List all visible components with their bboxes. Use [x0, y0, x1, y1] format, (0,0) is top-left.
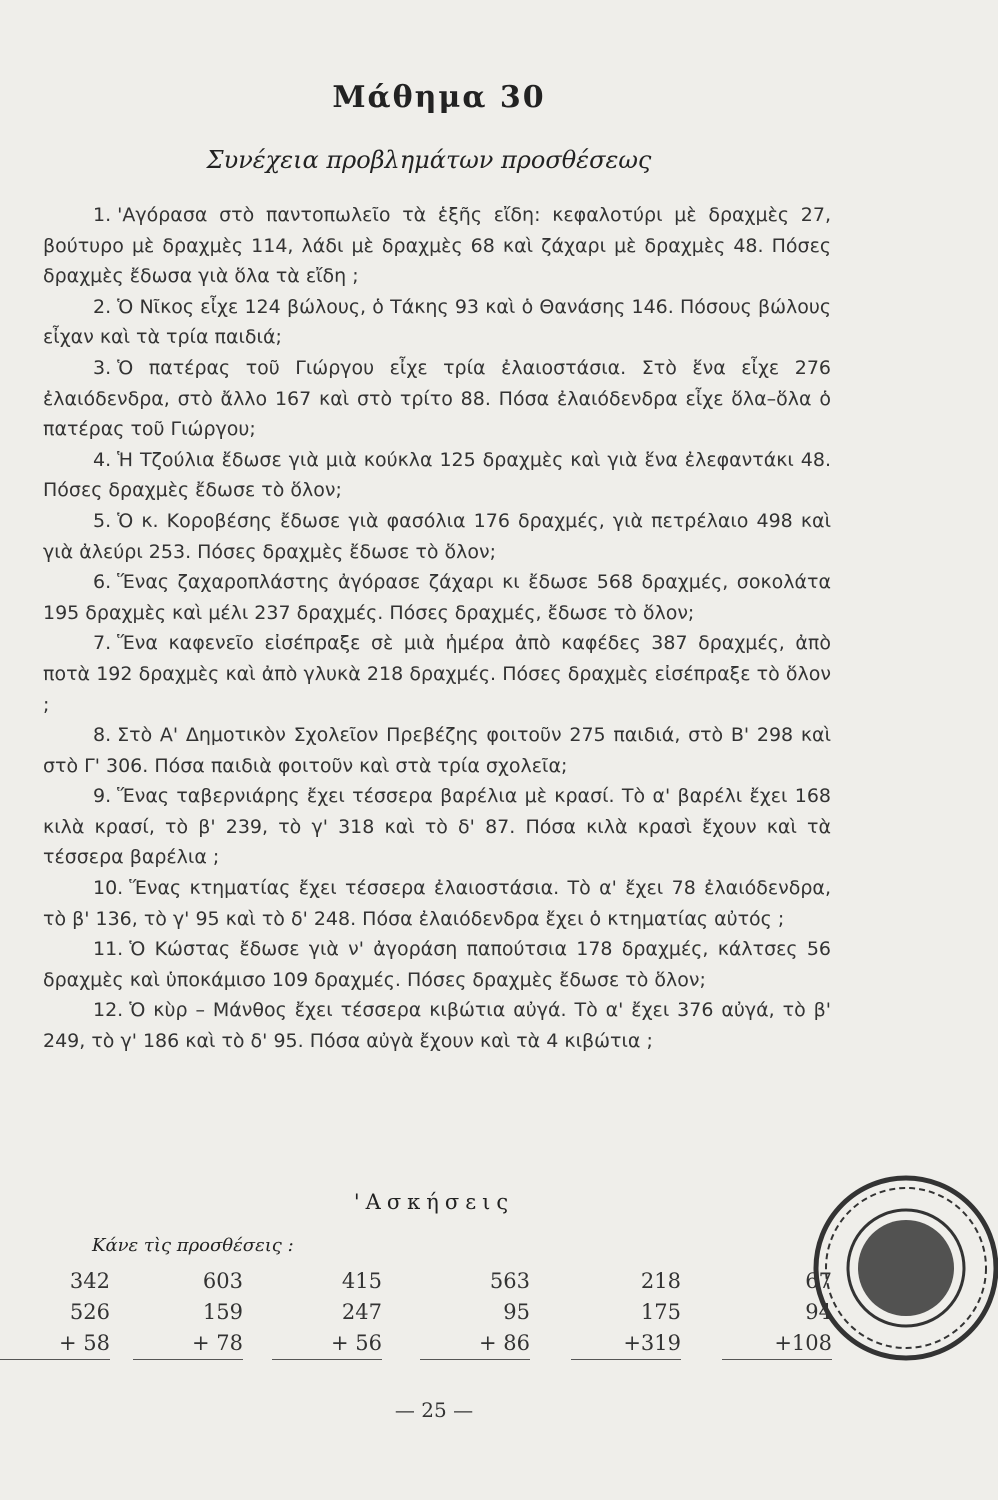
- addend: 526: [69, 1300, 110, 1324]
- problem-number: 4.: [93, 448, 112, 471]
- problem-number: 6.: [93, 571, 112, 594]
- addend: 218: [640, 1269, 681, 1293]
- page-number: — 25 —: [394, 1398, 474, 1422]
- stamp-emblem: [858, 1220, 954, 1316]
- problem-item: [43, 873, 831, 934]
- addend: 159: [202, 1300, 243, 1324]
- addend: 563: [489, 1269, 530, 1293]
- exercises-heading: 'Ασκήσεις: [353, 1190, 515, 1214]
- problem-item: [43, 995, 831, 1056]
- problem-item: [43, 353, 831, 445]
- addend: 342: [69, 1269, 110, 1293]
- addend: + 78: [133, 1328, 243, 1360]
- problem-item: [43, 445, 831, 506]
- problem-text: Ὁ κ. Κοροβέσης ἔδωσε γιὰ φασόλια 176 δραχμές, γιὰ πετρέλαιο 498 καὶ γιὰ ἀλεύρι 253. Πόσες δραχμὲς ἔδωσε τὸ ὅλον;: [43, 509, 831, 563]
- library-stamp: [806, 1168, 998, 1368]
- problem-text: Ἕνας ταβερνιάρης ἔχει τέσσερα βαρέλια μὲ κρασί. Τὸ α' βαρέλι ἔχει 168 κιλὰ κρασί, τὸ β' 239, τὸ γ' 318 καὶ τὸ δ' 87. Πόσα κιλὰ κρασὶ ἔχουν καὶ τὰ τέσσερα βαρέλια ;: [43, 785, 831, 869]
- problem-item: [43, 200, 831, 292]
- problem-text: Ὁ κὺρ – Μάνθος ἔχει τέσσερα κιβώτια αὐγά. Τὸ α' ἔχει 376 αὐγά, τὸ β' 249, τὸ γ' 186 καὶ τὸ δ' 95. Πόσα αὐγὰ ἔχουν καὶ τὰ 4 κιβώτια ;: [43, 999, 831, 1053]
- addend: 95: [503, 1300, 530, 1324]
- problem-list: [43, 200, 831, 1057]
- addend: 603: [202, 1269, 243, 1293]
- addend: 247: [341, 1300, 382, 1324]
- problem-text: Ὁ Νῖκος εἶχε 124 βώλους, ὁ Τάκης 93 καὶ ὁ Θανάσης 146. Πόσους βώλους εἶχαν καὶ τὰ τρία παιδιά;: [43, 295, 831, 349]
- addition-exercise: [420, 1266, 530, 1360]
- problem-number: 11.: [93, 938, 124, 961]
- addend: 94: [805, 1300, 832, 1324]
- problem-number: 7.: [93, 632, 112, 655]
- addend: 175: [640, 1300, 681, 1324]
- page-subtitle: Συνέχεια προβλημάτων προσθέσεως: [206, 146, 652, 174]
- problem-item: [43, 506, 831, 567]
- exercises-instruction: Κάνε τὶς προσθέσεις :: [92, 1235, 294, 1256]
- problem-item: [43, 567, 831, 628]
- problem-number: 12.: [93, 999, 124, 1022]
- problem-number: 5.: [93, 509, 112, 532]
- addend: + 86: [420, 1328, 530, 1360]
- problem-item: [43, 934, 831, 995]
- addend: 415: [341, 1269, 382, 1293]
- addend: +108: [722, 1328, 832, 1360]
- problem-number: 2.: [93, 295, 112, 318]
- addition-exercise: [272, 1266, 382, 1360]
- problem-number: 8.: [93, 724, 112, 747]
- addend: + 56: [272, 1328, 382, 1360]
- problem-item: [43, 781, 831, 873]
- problem-text: Ἡ Τζούλια ἔδωσε γιὰ μιὰ κούκλα 125 δραχμὲς καὶ γιὰ ἕνα ἐλεφαντάκι 48. Πόσες δραχμὲς ἔδωσε τὸ ὅλον;: [43, 448, 831, 502]
- problem-item: [43, 292, 831, 353]
- addition-exercise: [133, 1266, 243, 1360]
- problem-number: 1.: [93, 204, 112, 226]
- problem-number: 10.: [93, 877, 124, 900]
- problem-text: Ἕνας ζαχαροπλάστης ἀγόρασε ζάχαρι κι ἔδωσε 568 δραχμές, σοκολάτα 195 δραχμὲς καὶ μέλι 237 δραχμές. Πόσες δραχμές, ἔδωσε τὸ ὅλον;: [43, 571, 831, 624]
- addition-exercise: [571, 1266, 681, 1360]
- problem-number: 9.: [93, 785, 112, 808]
- problem-text: Στὸ Α' Δημοτικὸν Σχολεῖον Πρεβέζης φοιτοῦν 275 παιδιά, στὸ Β' 298 καὶ στὸ Γ' 306. Πόσα παιδιὰ φοιτοῦν καὶ στὰ τρία σχολεῖα;: [43, 724, 831, 777]
- problem-text: Ἕνα καφενεῖο εἰσέπραξε σὲ μιὰ ἡμέρα ἀπὸ καφέδες 387 δραχμές, ἀπὸ ποτὰ 192 δραχμὲς καὶ ἀπὸ γλυκὰ 218 δραχμές. Πόσες δραχμὲς εἰσέπραξε τὸ ὅλον ;: [43, 632, 831, 716]
- problem-item: [43, 628, 831, 720]
- problem-number: 3.: [93, 356, 112, 379]
- problem-text: 'Αγόρασα στὸ παντοπωλεῖο τὰ ἑξῆς εἴδη: κεφαλοτύρι μὲ δραχμὲς 27, βούτυρο μὲ δραχμὲς 114, λάδι μὲ δραχμὲς 68 καὶ ζάχαρι μὲ δραχμὲς 48. Πόσες δραχμὲς ἔδωσα γιὰ ὅλα τὰ εἴδη ;: [43, 204, 831, 288]
- addend: 67: [805, 1269, 832, 1293]
- problem-text: Ὁ Κώστας ἔδωσε γιὰ ν' ἀγοράση παπούτσια 178 δραχμές, κάλτσες 56 δραχμὲς καὶ ὑποκάμισο 109 δραχμές. Πόσες δραχμὲς ἔδωσε τὸ ὅλον;: [43, 938, 831, 991]
- addend: +319: [571, 1328, 681, 1360]
- addition-exercise: [0, 1266, 110, 1360]
- problem-text: Ὁ πατέρας τοῦ Γιώργου εἶχε τρία ἐλαιοστάσια. Στὸ ἕνα εἶχε 276 ἐλαιόδενδρα, στὸ ἄλλο 167 καὶ στὸ τρίτο 88. Πόσα ἐλαιόδενδρα εἶχε ὅλα–ὅλα ὁ πατέρας τοῦ Γιώργου;: [43, 356, 831, 441]
- problem-text: Ἕνας κτηματίας ἔχει τέσσερα ἐλαιοστάσια. Τὸ α' ἔχει 78 ἐλαιόδενδρα, τὸ β' 136, τὸ γ' 95 καὶ τὸ δ' 248. Πόσα ἐλαιόδενδρα ἔχει ὁ κτηματίας αὐτός ;: [43, 877, 831, 930]
- addend: + 58: [0, 1328, 110, 1360]
- page-title: Μάθημα 30: [332, 80, 546, 115]
- problem-item: [43, 720, 831, 781]
